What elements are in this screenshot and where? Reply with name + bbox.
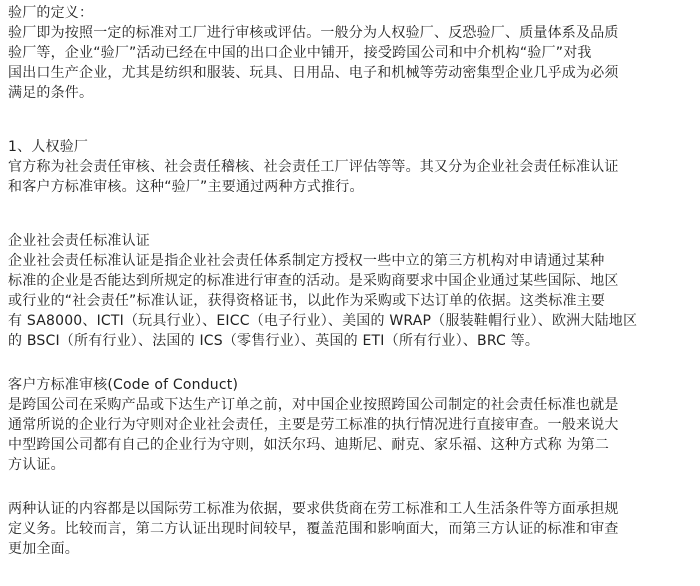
section-spacer (8, 103, 696, 137)
comparison-line: 更加全面。 (8, 541, 79, 557)
section-spacer (8, 197, 696, 231)
human-rights-heading: 1、人权验厂 (8, 139, 89, 155)
customer-audit-line: 通常所说的企业行为守则对企业社会责任，主要是劳工标准的执行情况进行直接审查。一般来说大 (8, 417, 619, 433)
section-spacer (8, 351, 696, 375)
csr-certification-line: 有 SA8000、ICTI（玩具行业）、EICC（电子行业）、美国的 WRAP（服装鞋帽行业）、欧洲大陆地区 (8, 313, 638, 329)
customer-audit-line: 中型跨国公司都有自己的企业行为守则，如沃尔玛、迪斯尼、耐克、家乐福、这种方式称 为第二 (8, 437, 610, 453)
definition-heading: 验厂的定义： (8, 5, 94, 21)
definition-section (8, 3, 696, 103)
definition-line: 国出口生产企业，尤其是纺织和服装、玩具、日用品、电子和机械等劳动密集型企业几乎成为必须 (8, 65, 619, 81)
definition-line: 验厂即为按照一定的标准对工厂进行审核或评估。一般分为人权验厂、反恐验厂、质量体系及品质 (8, 25, 619, 41)
human-rights-line: 和客户方标准审核。这种“验厂”主要通过两种方式推行。 (8, 179, 364, 195)
customer-audit-heading: 客户方标准审核(Code of Conduct) (8, 377, 239, 393)
definition-line: 验厂等，企业“验厂”活动已经在中国的出口企业中铺开，接受跨国公司和中介机构“验厂”对我 (8, 45, 592, 61)
csr-certification-heading: 企业社会责任标准认证 (8, 233, 150, 249)
csr-certification-line: 标准的企业是否能达到所规定的标准进行审查的活动。是采购商要求中国企业通过某些国际、地区 (8, 273, 619, 289)
csr-certification-line: 企业社会责任标准认证是指企业社会责任体系制定方授权一些中立的第三方机构对申请通过某种 (8, 253, 605, 269)
csr-certification-line: 或行业的“社会责任”标准认证，获得资格证书，以此作为采购或下达订单的依据。这类标准主要 (8, 293, 606, 309)
customer-audit-line: 是跨国公司在采购产品或下达生产订单之前，对中国企业按照跨国公司制定的社会责任标准也就是 (8, 397, 619, 413)
section-spacer (8, 475, 696, 499)
definition-line: 满足的条件。 (8, 85, 94, 101)
csr-certification-line: 的 BSCI（所有行业）、法国的 ICS（零售行业）、英国的 ETI（所有行业）、BRC 等。 (8, 333, 540, 349)
customer-audit-section (8, 375, 696, 475)
human-rights-section (8, 137, 696, 197)
comparison-line: 两种认证的内容都是以国际劳工标准为依据，要求供货商在劳工标准和工人生活条件等方面承担规 (8, 501, 619, 517)
customer-audit-line: 方认证。 (8, 457, 65, 473)
document-body (8, 3, 696, 559)
comparison-line: 定义务。比较而言，第二方认证出现时间较早，覆盖范围和影响面大，而第三方认证的标准和审查 (8, 521, 619, 537)
csr-certification-section (8, 231, 696, 351)
human-rights-line: 官方称为社会责任审核、社会责任稽核、社会责任工厂评估等等。其又分为企业社会责任标准认证 (8, 159, 619, 175)
comparison-section (8, 499, 696, 559)
